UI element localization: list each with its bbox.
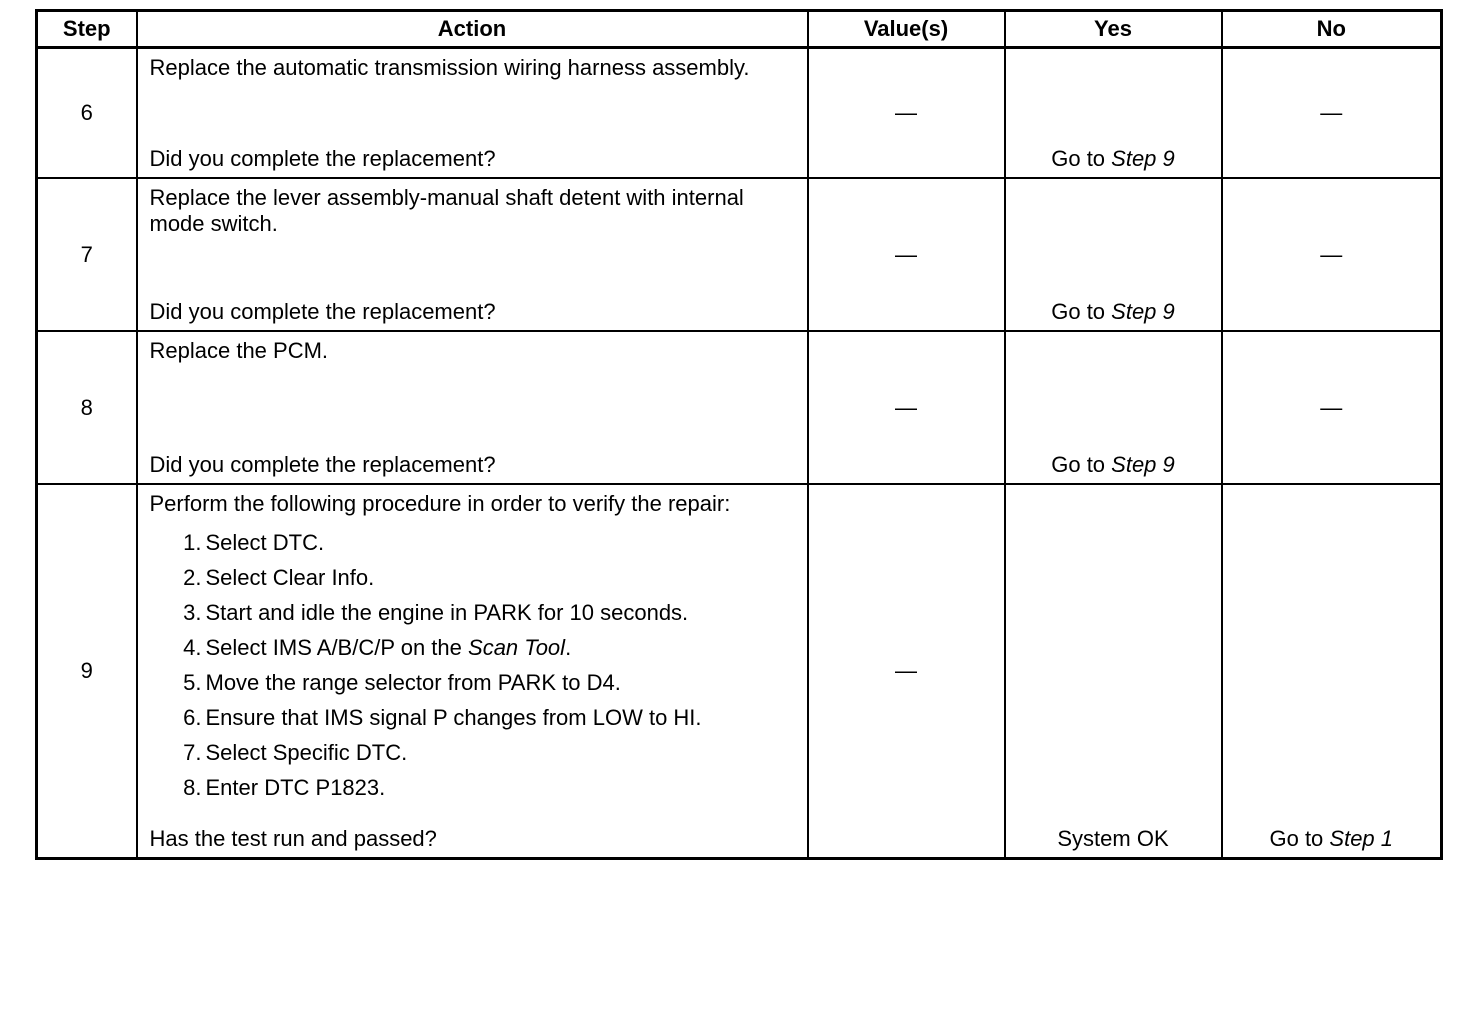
header-no: No xyxy=(1222,11,1442,48)
list-text: Select Specific DTC. xyxy=(205,740,408,765)
yes-cell xyxy=(1005,484,1222,859)
list-number: 2. xyxy=(183,565,202,590)
header-values: Value(s) xyxy=(808,11,1005,48)
procedure-list xyxy=(150,525,795,805)
goto-prefix: Go to xyxy=(1051,452,1112,477)
list-number: 4. xyxy=(183,635,202,660)
header-yes: Yes xyxy=(1005,11,1222,48)
list-text: Move the range selector from PARK to D4. xyxy=(205,670,621,695)
action-cell xyxy=(137,48,808,179)
action-cell xyxy=(137,484,808,859)
action-cell xyxy=(137,331,808,484)
table-row xyxy=(37,48,1442,179)
yes-cell xyxy=(1005,48,1222,179)
table-row xyxy=(37,178,1442,331)
goto-prefix: Go to xyxy=(1051,299,1112,324)
list-text-end: . xyxy=(565,635,572,660)
no-cell: — xyxy=(1222,178,1442,331)
table-row xyxy=(37,331,1442,484)
yes-goto-link[interactable] xyxy=(1006,299,1221,325)
header-action: Action xyxy=(137,11,808,48)
no-cell: — xyxy=(1222,331,1442,484)
yes-cell xyxy=(1005,331,1222,484)
goto-target: Step 1 xyxy=(1329,826,1394,851)
action-instruction: Replace the lever assembly-manual shaft detent with internal mode switch. xyxy=(149,185,744,236)
diagnostic-table xyxy=(35,9,1443,860)
value-cell: — xyxy=(808,178,1005,331)
list-text: Enter DTC P1823. xyxy=(205,775,386,800)
yes-result: System OK xyxy=(1057,826,1169,851)
action-question: Did you complete the replacement? xyxy=(149,452,496,477)
list-item xyxy=(183,700,795,735)
goto-target: Step 9 xyxy=(1111,146,1175,171)
list-item xyxy=(183,735,795,770)
goto-target: Step 9 xyxy=(1111,452,1175,477)
goto-prefix: Go to xyxy=(1269,826,1330,851)
step-number: 9 xyxy=(37,484,137,859)
action-instruction: Replace the automatic transmission wiring harness assembly. xyxy=(149,55,750,80)
list-item xyxy=(183,770,795,805)
list-number: 3. xyxy=(183,600,202,625)
yes-goto-link[interactable] xyxy=(1006,146,1221,172)
list-text: Start and idle the engine in PARK for 10 seconds. xyxy=(205,600,689,625)
list-text: Ensure that IMS signal P changes from LOW to HI. xyxy=(205,705,702,730)
action-cell xyxy=(137,178,808,331)
step-number: 7 xyxy=(37,178,137,331)
step-number: 8 xyxy=(37,331,137,484)
goto-target: Step 9 xyxy=(1111,299,1175,324)
list-item xyxy=(183,595,795,630)
no-goto-link[interactable] xyxy=(1223,826,1441,852)
list-number: 6. xyxy=(183,705,202,730)
list-item xyxy=(183,525,795,560)
list-number: 1. xyxy=(183,530,202,555)
yes-goto-link[interactable] xyxy=(1006,452,1221,478)
list-text: Select Clear Info. xyxy=(205,565,375,590)
action-question: Did you complete the replacement? xyxy=(149,299,496,324)
list-item xyxy=(183,560,795,595)
value-cell: — xyxy=(808,484,1005,859)
value-cell: — xyxy=(808,331,1005,484)
action-instruction: Perform the following procedure in order to verify the repair: xyxy=(149,491,731,516)
list-number: 7. xyxy=(183,740,202,765)
table-header-row xyxy=(37,11,1442,48)
list-text-italic: Scan Tool xyxy=(468,635,566,660)
yes-cell xyxy=(1005,178,1222,331)
table-row xyxy=(37,484,1442,859)
header-step: Step xyxy=(37,11,137,48)
list-item xyxy=(183,630,795,665)
list-number: 8. xyxy=(183,775,202,800)
list-text: Select DTC. xyxy=(205,530,325,555)
action-question: Has the test run and passed? xyxy=(149,826,437,851)
list-item xyxy=(183,665,795,700)
no-cell: — xyxy=(1222,48,1442,179)
goto-prefix: Go to xyxy=(1051,146,1112,171)
step-number: 6 xyxy=(37,48,137,179)
value-cell: — xyxy=(808,48,1005,179)
action-instruction: Replace the PCM. xyxy=(149,338,329,363)
no-cell xyxy=(1222,484,1442,859)
action-question: Did you complete the replacement? xyxy=(149,146,496,171)
list-text: Select IMS A/B/C/P on the xyxy=(205,635,469,660)
list-number: 5. xyxy=(183,670,202,695)
